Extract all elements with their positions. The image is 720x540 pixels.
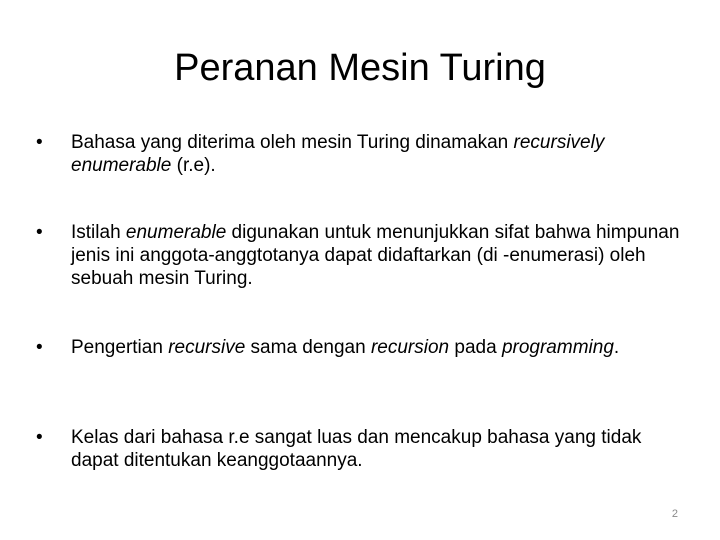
bullet-item	[36, 336, 686, 359]
text-segment: (r.e).	[171, 155, 216, 176]
bullet-icon: •	[36, 427, 43, 448]
text-segment: digunakan untuk menunjukkan sifat bahwa himpunan jenis ini anggota-anggtotanya dapat didaftarkan (di -enumerasi) oleh sebuah mesin Turing.	[71, 222, 680, 289]
text-segment: .	[613, 337, 620, 358]
bullet-item	[36, 426, 686, 472]
italic-term: recursive	[168, 337, 246, 358]
bullet-icon: •	[36, 337, 43, 358]
text-segment: Kelas dari bahasa r.e sangat luas dan mencakup bahasa yang tidak dapat ditentukan keanggotaannya.	[71, 427, 642, 471]
text-segment: Bahasa yang diterima oleh mesin Turing dinamakan	[71, 132, 514, 153]
bullet-icon: •	[36, 132, 43, 153]
bullet-text	[71, 222, 679, 289]
text-segment: Pengertian	[71, 337, 169, 358]
bullet-item	[36, 221, 686, 290]
page-number: 2	[671, 508, 678, 520]
text-segment: pada	[449, 337, 502, 358]
bullet-item	[36, 131, 686, 177]
italic-term: recursion	[370, 337, 450, 358]
italic-term: enumerable	[125, 222, 227, 243]
italic-term: recursively enumerable	[71, 132, 605, 176]
italic-term: programming	[501, 337, 614, 358]
bullet-text	[71, 132, 604, 176]
text-segment: sama dengan	[245, 337, 371, 358]
bullet-icon: •	[36, 222, 43, 243]
bullet-text	[71, 337, 619, 358]
slide-title: Peranan Mesin Turing	[174, 47, 546, 89]
text-segment: Istilah	[71, 222, 126, 243]
bullet-text	[71, 427, 641, 471]
